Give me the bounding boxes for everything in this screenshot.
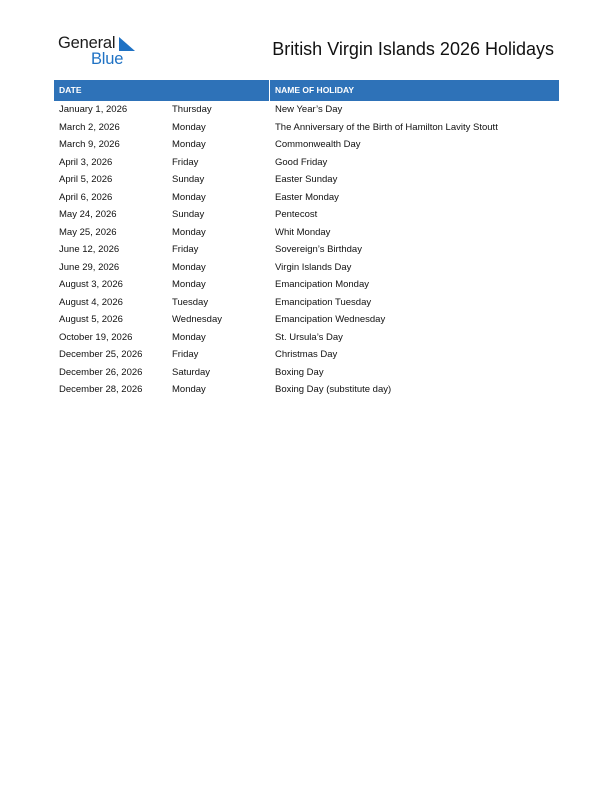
row-weekday: Saturday [172, 366, 211, 378]
row-date: August 5, 2026 [59, 314, 123, 325]
row-weekday: Tuesday [172, 296, 209, 308]
column-header-holiday: NAME OF HOLIDAY [270, 80, 559, 101]
table-row [54, 276, 559, 294]
table-row [54, 329, 559, 347]
row-weekday: Wednesday [172, 314, 222, 325]
table-row [54, 171, 559, 189]
row-weekday: Sunday [172, 174, 205, 185]
row-date: December 25, 2026 [59, 349, 143, 360]
row-date: March 2, 2026 [59, 121, 120, 133]
table-row [54, 364, 559, 382]
logo-triangle-icon [119, 37, 135, 51]
row-date: April 5, 2026 [59, 174, 113, 185]
row-weekday: Friday [172, 349, 199, 360]
table-row [54, 241, 559, 259]
row-date: October 19, 2026 [59, 331, 133, 343]
row-weekday: Monday [172, 279, 206, 290]
row-weekday: Sunday [172, 209, 205, 220]
row-holiday-name: The Anniversary of the Birth of Hamilton Lavity Stoutt [275, 121, 498, 133]
table-row [54, 311, 559, 329]
row-weekday: Monday [172, 121, 206, 133]
table-row [54, 294, 559, 312]
row-date: June 12, 2026 [59, 244, 120, 255]
row-weekday: Friday [172, 156, 199, 168]
row-date: March 9, 2026 [59, 139, 120, 150]
table-row [54, 189, 559, 207]
table-row [54, 101, 559, 119]
row-holiday-name: Christmas Day [275, 349, 338, 360]
row-date: December 28, 2026 [59, 384, 143, 395]
row-weekday: Monday [172, 226, 206, 238]
row-holiday-name: Good Friday [275, 156, 328, 168]
table-row [54, 119, 559, 137]
table-row [54, 259, 559, 277]
row-holiday-name: Emancipation Wednesday [275, 314, 386, 325]
table-row [54, 381, 559, 399]
row-holiday-name: Commonwealth Day [275, 139, 361, 150]
table-body [54, 101, 559, 399]
table-row [54, 154, 559, 172]
row-date: May 24, 2026 [59, 209, 117, 220]
logo-blue-text: Blue [91, 50, 124, 68]
row-holiday-name: St. Ursula’s Day [275, 331, 343, 343]
table-row [54, 136, 559, 154]
row-holiday-name: Whit Monday [275, 226, 331, 238]
table-header [54, 80, 559, 101]
row-date: May 25, 2026 [59, 226, 117, 238]
row-holiday-name: Virgin Islands Day [275, 261, 352, 273]
row-date: August 4, 2026 [59, 296, 123, 308]
row-holiday-name: Boxing Day (substitute day) [275, 384, 392, 395]
column-header-date: DATE [54, 80, 269, 101]
row-date: December 26, 2026 [59, 366, 143, 378]
row-holiday-name: Emancipation Tuesday [275, 296, 372, 308]
row-holiday-name: Emancipation Monday [275, 279, 369, 290]
row-weekday: Monday [172, 191, 206, 203]
row-date: January 1, 2026 [59, 104, 128, 115]
page-title: British Virgin Islands 2026 Holidays [272, 39, 554, 59]
table-row [54, 346, 559, 364]
row-weekday: Thursday [172, 104, 212, 115]
row-holiday-name: Easter Sunday [275, 174, 338, 185]
row-holiday-name: Boxing Day [275, 366, 324, 378]
logo [58, 34, 148, 68]
row-date: August 3, 2026 [59, 279, 123, 290]
logo-general-text: General [58, 34, 116, 52]
row-weekday: Friday [172, 244, 199, 255]
row-date: April 6, 2026 [59, 191, 113, 203]
row-date: April 3, 2026 [59, 156, 113, 168]
row-holiday-name: Easter Monday [275, 191, 339, 203]
row-weekday: Monday [172, 384, 206, 395]
table-row [54, 206, 559, 224]
holiday-table [54, 80, 559, 399]
row-weekday: Monday [172, 139, 206, 150]
row-weekday: Monday [172, 331, 206, 343]
row-holiday-name: Pentecost [275, 209, 318, 220]
row-holiday-name: New Year’s Day [275, 104, 343, 115]
row-holiday-name: Sovereign’s Birthday [275, 244, 362, 255]
row-date: June 29, 2026 [59, 261, 120, 273]
row-weekday: Monday [172, 261, 206, 273]
table-row [54, 224, 559, 242]
